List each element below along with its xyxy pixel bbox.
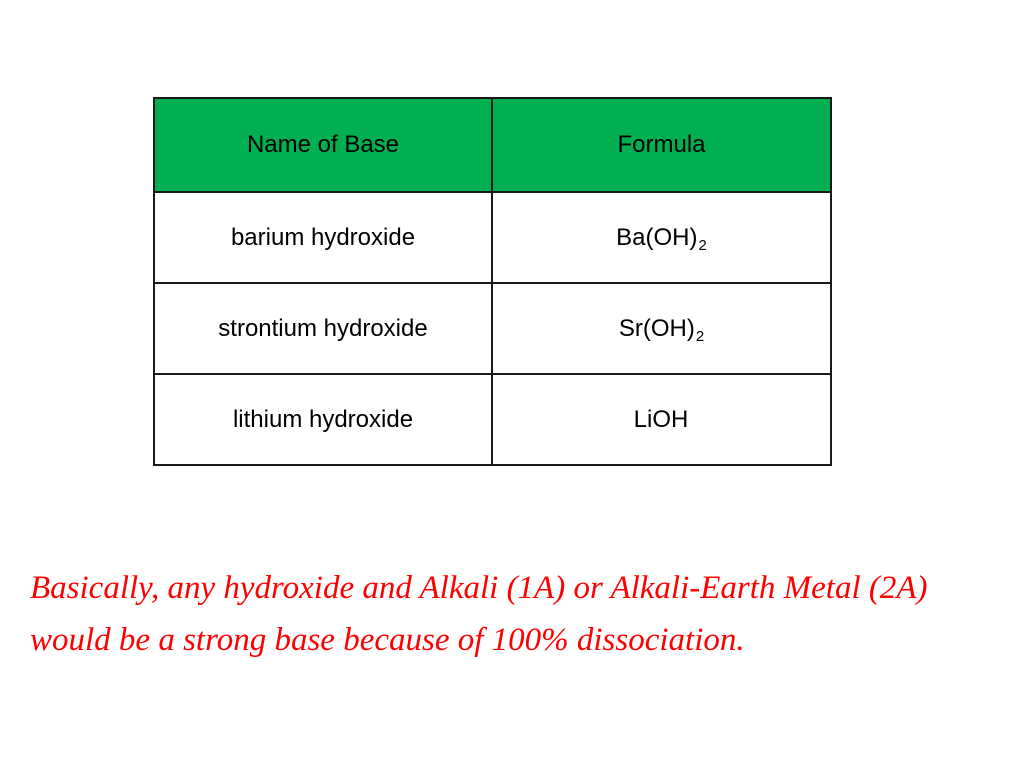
- base-name-cell: barium hydroxide: [154, 192, 492, 283]
- bases-table: [153, 97, 832, 466]
- header-name-of-base: Name of Base: [154, 98, 492, 192]
- table-row: [154, 374, 831, 465]
- formula-text: LiOH: [633, 405, 689, 433]
- formula-text: Ba(OH): [616, 223, 698, 251]
- table-row: [154, 283, 831, 374]
- base-name-cell: strontium hydroxide: [154, 283, 492, 374]
- table-header-row: [154, 98, 831, 192]
- strong-base-note: Basically, any hydroxide and Alkali (1A) or Alkali-Earth Metal (2A) would be a strong base because of 100% dissociation.: [30, 570, 928, 658]
- formula-cell: [492, 192, 831, 283]
- formula-cell: [492, 374, 831, 465]
- base-name-cell: lithium hydroxide: [154, 374, 492, 465]
- formula-subscript: 2: [695, 327, 705, 345]
- formula-text: Sr(OH): [618, 314, 695, 342]
- formula-subscript: 2: [698, 236, 707, 254]
- header-formula: Formula: [492, 98, 831, 192]
- formula-cell: [492, 283, 831, 374]
- table-row: [154, 192, 831, 283]
